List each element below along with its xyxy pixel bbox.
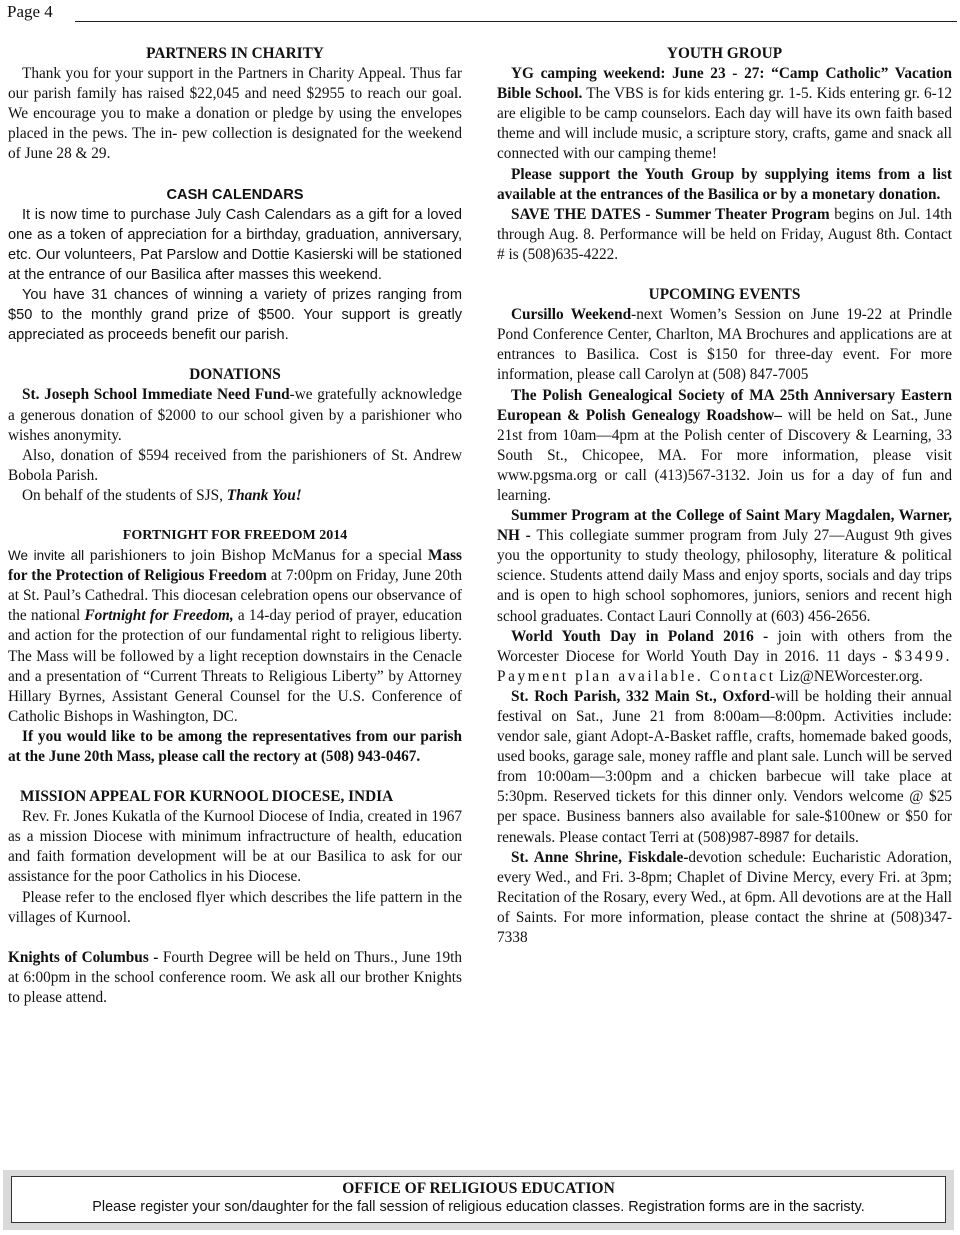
event-title: YG camping weekend: June 23 - 27: “Camp Catholic” Vacation Bible School. (497, 65, 952, 103)
donations-section (8, 365, 462, 506)
paragraph (497, 205, 952, 265)
fund-name: St. Joseph School Immediate Need Fund (22, 386, 290, 404)
paragraph-text: $3499. Payment plan available. Contact (497, 647, 952, 685)
paragraph: Please support the Youth Group by supplying items from a list available at the entrances of the Basilica or by a monetary donation. (497, 165, 952, 203)
paragraph-text: On behalf of the students of SJS, (22, 486, 227, 504)
paragraph: Please refer to the enclosed flyer which describes the life pattern in the villages of Kurnool. (8, 888, 462, 926)
paragraph-text: This collegiate summer program from July 27—August 9th gives you the opportunity to study theology, philosophy, literature & political science. Students attend daily Mass and enjoy sports, socials and day trips and is open to high school sophomores, juniors, seniors and recent high school graduates. Contact Lauri Connolly at (603) 456-2656. (497, 527, 952, 625)
organization-name: Knights of Columbus - (8, 948, 163, 966)
youth-group-section (497, 44, 952, 265)
paragraph-text: -will be holding their annual festival on Sat., June 21 from 8:00am—8:00pm. Activities include: vendor sale, giant Adopt-A-Basket raffle, crafts, homemade baked goods, used books, garage sale, money raffle and plant sale. Lunch will be served from 10:00am—3:00pm and a chicken barbecue will take place at 5:30pm. Reserved tickets for this dinner only. Vendors welcome @ $25 per space. Business banners also available for sale-$100new or $50 for renewals. Please contact Terri at (508)987-8987 for details. (497, 687, 952, 846)
paragraph (497, 687, 952, 848)
section-title: UPCOMING EVENTS (648, 286, 801, 304)
upcoming-events-section (497, 285, 952, 948)
mission-appeal-section (8, 787, 462, 928)
paragraph-text: -we gratefully acknowledge a generous donation of $2000 to our school given by a parishioner who wishes anonymity. (8, 386, 462, 444)
paragraph (497, 64, 952, 164)
section-title: FORTNIGHT FOR FREEDOM 2014 (122, 527, 348, 543)
right-column (497, 44, 952, 948)
paragraph-text: Fourth Degree will be held on Thurs., June 19th at 6:00pm in the school conference room. We ask all our brother Knights to please attend. (8, 948, 463, 1006)
paragraph (497, 848, 952, 948)
paragraph-text: The VBS is for kids entering gr. 1-5. Kids entering gr. 6-12 are eligible to be camp counselors. Each day will have its own faith based theme and will include music, a scripture story, crafts, game and snack all connected with our camping theme! (497, 85, 953, 163)
banner-box (11, 1176, 946, 1223)
paragraph-text: parishioners to join Bishop McManus for a special (89, 547, 428, 565)
paragraph: It is now time to purchase July Cash Calendars as a gift for a loved one as a token of appreciation for a birthday, graduation, anniversary, etc. Our volunteers, Pat Parslow and Dottie Kasierski will be stationed at the entrance of our Basilica after masses this weekend. (8, 206, 462, 283)
paragraph-text: We invite all (8, 548, 90, 564)
left-column (8, 44, 462, 1008)
paragraph: Rev. Fr. Jones Kukatla of the Kurnool Diocese of India, created in 1967 as a mission Diocese with minimum infractructure of health, education and faith formation development will be at our Basilica to ask for our assistance for the poor Catholics in his Diocese. (8, 808, 462, 886)
paragraph-text: will be held on Sat., June 21st from 10am—4pm at the Polish center of Discovery & Learning, 33 South St., Chicopee, MA. For more information, please visit www.pgsma.org or call (413)567-3132. Join us for a day of fun and learning. (497, 406, 952, 504)
event-title: SAVE THE DATES - Summer Theater Program (511, 205, 830, 223)
fortnight-title: Fortnight for Freedom, (84, 607, 234, 625)
section-title: YOUTH GROUP (666, 45, 783, 62)
paragraph: Also, donation of $594 received from the parishioners of St. Andrew Bobola Parish. (8, 446, 462, 484)
fortnight-for-freedom-section (8, 526, 462, 767)
paragraph: You have 31 chances of winning a variety of prizes ranging from $50 to the monthly grand prize of $500. Your support is greatly appreciated as proceeds benefit our parish. (8, 287, 462, 344)
thank-you-text: Thank You! (226, 486, 302, 504)
paragraph (497, 627, 952, 687)
partners-in-charity-section (8, 44, 462, 165)
paragraph-text: join with others from the Worcester Diocese for World Youth Day in 2016. 11 days - (497, 627, 952, 665)
mass-title: Mass for the Protection of Religious Freedom (8, 547, 462, 585)
paragraph (497, 386, 952, 507)
paragraph (8, 546, 462, 727)
event-title: Cursillo Weekend (511, 306, 632, 324)
knights-of-columbus-section (8, 948, 462, 1008)
banner-text: Please register your son/daughter for the fall session of religious education classes. Registration forms are in the sacristy. (92, 1199, 865, 1215)
event-title: St. Anne Shrine, Fiskdale- (511, 848, 689, 866)
paragraph-text: devotion schedule: Eucharistic Adoration, every Wed., and Fri. 3-8pm; Chaplet of Divine Mercy, every Fri. at 3pm; Recitation of the Rosary, every Wed., at 6pm. All devotions are at the Hall of Saints. For more information, please contact the shrine at (508)347-7338 (497, 848, 952, 947)
cash-calendars-section (8, 185, 462, 346)
email-text: Liz@NEWorcester.org. (779, 667, 923, 685)
paragraph: If you would like to be among the representatives from our parish at the June 20th Mass, please call the rectory at (508) 943-0467. (8, 727, 462, 765)
event-title: St. Roch Parish, 332 Main St., Oxford (511, 687, 771, 705)
event-title: World Youth Day in Poland 2016 - (511, 627, 778, 645)
paragraph-text: a 14-day period of prayer, education and action for the protection of our fundamental right to religious liberty. The Mass will be followed by a light reception downstairs in the Cenacle and a presentation of “Current Threats to Religious Liberty” by Attorney Hillary Byrnes, Assistant General Counsel for the U.S. Conference of Catholic Bishops in Washington, DC. (8, 607, 462, 725)
paragraph-text: at 7:00pm on Friday, June 20th at St. Paul’s Cathedral. This diocesan celebration opens our observance of the national (8, 567, 462, 625)
paragraph-text: begins on Jul. 14th through Aug. 8. Performance will be held on Friday, August 8th. Contact # is (508)635-4222. (497, 205, 952, 263)
religious-education-banner (3, 1170, 954, 1230)
event-title: The Polish Genealogical Society of MA 25th Anniversary Eastern European & Polish Genealogy Roadshow– (497, 386, 952, 424)
page-number: Page 4 (7, 2, 53, 21)
header-rule (75, 21, 957, 22)
section-title: DONATIONS (189, 366, 281, 384)
section-title: PARTNERS IN CHARITY (146, 45, 324, 62)
banner-title: OFFICE OF RELIGIOUS EDUCATION (342, 1180, 615, 1197)
section-title: CASH CALENDARS (166, 186, 304, 203)
paragraph-text: -next Women’s Session on June 19-22 at Prindle Pond Conference Center, Charlton, MA Brochures and applications are at entrances to Basilica. Cost is $150 for three-day event. For more information, please call Carolyn at (508) 847-7005 (497, 306, 953, 384)
event-title: Summer Program at the College of Saint Mary Magdalen, Warner, NH - (497, 507, 952, 545)
paragraph (8, 486, 462, 506)
paragraph (497, 305, 952, 385)
paragraph (8, 385, 462, 445)
paragraph (8, 948, 462, 1008)
section-title: MISSION APPEAL FOR KURNOOL DIOCESE, INDIA (20, 788, 394, 806)
paragraph: Thank you for your support in the Partners in Charity Appeal. Thus far our parish family has raised $22,045 and need $2955 to reach our goal. We encourage you to make a donation or pledge by using the envelopes placed in the pews. The in- pew collection is designated for the weekend of June 28 & 29. (8, 65, 462, 163)
paragraph (497, 506, 952, 627)
